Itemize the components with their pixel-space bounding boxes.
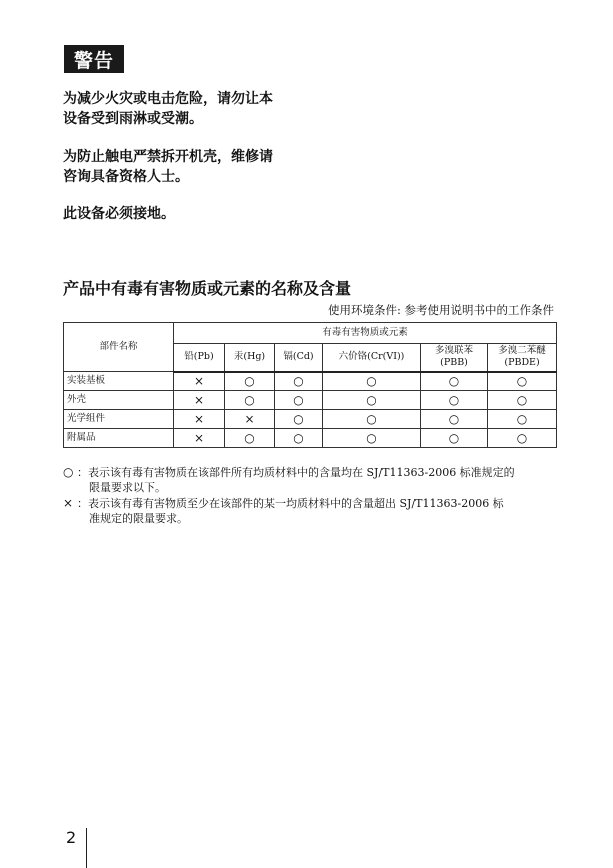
warning-line: 设备受到雨淋或受潮。	[63, 111, 203, 127]
warning-paragraph-fire	[63, 89, 273, 129]
content-mark: ×	[174, 429, 225, 448]
warning-paragraph-ground	[63, 204, 175, 224]
content-mark: ○	[225, 391, 275, 410]
legend-line: 准规定的限量要求。	[89, 512, 188, 525]
legend-text	[77, 465, 557, 495]
warning-line: 为减少火灾或电击危险，请勿让本	[63, 91, 273, 107]
legend-text	[77, 496, 557, 526]
content-mark: ○	[421, 429, 488, 448]
content-mark: ○	[421, 372, 488, 391]
content-mark: ○	[225, 372, 275, 391]
warning-badge: 警告	[64, 45, 124, 73]
column-header-pbde	[488, 344, 557, 372]
substance-table	[63, 322, 557, 448]
part-name-cell: 光学组件	[64, 410, 174, 429]
part-name-header: 部件名称	[64, 323, 174, 372]
legend-line: ：表示该有毒有害物质在该部件所有均质材料中的含量均在 SJ/T11363-2006 标准规定的	[77, 466, 515, 479]
content-mark: ○	[488, 410, 557, 429]
content-mark: ○	[275, 410, 323, 429]
content-mark: ×	[225, 410, 275, 429]
warning-paragraph-shock	[63, 147, 273, 187]
content-mark: ○	[488, 391, 557, 410]
part-name-cell: 附属品	[64, 429, 174, 448]
column-header-line: 多溴联苯	[434, 345, 473, 357]
cross-symbol: ×	[63, 496, 74, 510]
column-header-hg: 汞(Hg)	[225, 344, 275, 372]
content-mark: ○	[488, 372, 557, 391]
column-header-cr6: 六价铬(Cr(VI))	[323, 344, 421, 372]
content-mark: ○	[421, 410, 488, 429]
column-header-cd: 镉(Cd)	[275, 344, 323, 372]
part-name-cell: 外壳	[64, 391, 174, 410]
table-row	[64, 372, 557, 391]
table-row	[64, 429, 557, 448]
column-header-line: 多溴二苯醚	[498, 345, 546, 357]
table-row	[64, 391, 557, 410]
content-mark: ○	[275, 429, 323, 448]
warning-line: 咨询具备资格人士。	[63, 169, 189, 185]
column-header-pb: 铅(Pb)	[174, 344, 225, 372]
content-mark: ○	[323, 372, 421, 391]
column-header-line: (PBDE)	[504, 357, 540, 369]
content-mark: ○	[421, 391, 488, 410]
part-name-cell: 实装基板	[64, 372, 174, 391]
content-mark: ○	[275, 372, 323, 391]
warning-line: 为防止触电严禁拆开机壳，维修请	[63, 149, 273, 165]
content-mark: ○	[275, 391, 323, 410]
table-row	[64, 410, 557, 429]
page-number: 2	[66, 828, 77, 847]
circle-symbol: ○	[63, 465, 74, 479]
content-mark: ×	[174, 391, 225, 410]
column-header-pbb	[421, 344, 488, 372]
content-mark: ○	[323, 391, 421, 410]
substance-group-header: 有毒有害物质或元素	[174, 323, 557, 344]
column-header-line: (PBB)	[440, 357, 468, 369]
page-divider	[86, 828, 87, 868]
legend-line: 限量要求以下。	[89, 481, 166, 494]
content-mark: ○	[323, 429, 421, 448]
content-mark: ○	[488, 429, 557, 448]
warning-line: 此设备必须接地。	[63, 206, 175, 222]
content-mark: ×	[174, 410, 225, 429]
content-mark: ×	[174, 372, 225, 391]
section-title: 产品中有毒有害物质或元素的名称及含量	[63, 279, 352, 298]
content-mark: ○	[323, 410, 421, 429]
legend-line: ：表示该有毒有害物质至少在该部件的某一均质材料中的含量超出 SJ/T11363-2006 标	[77, 497, 504, 510]
usage-note: 使用环境条件: 参考使用说明书中的工作条件	[327, 303, 554, 317]
content-mark: ○	[225, 429, 275, 448]
